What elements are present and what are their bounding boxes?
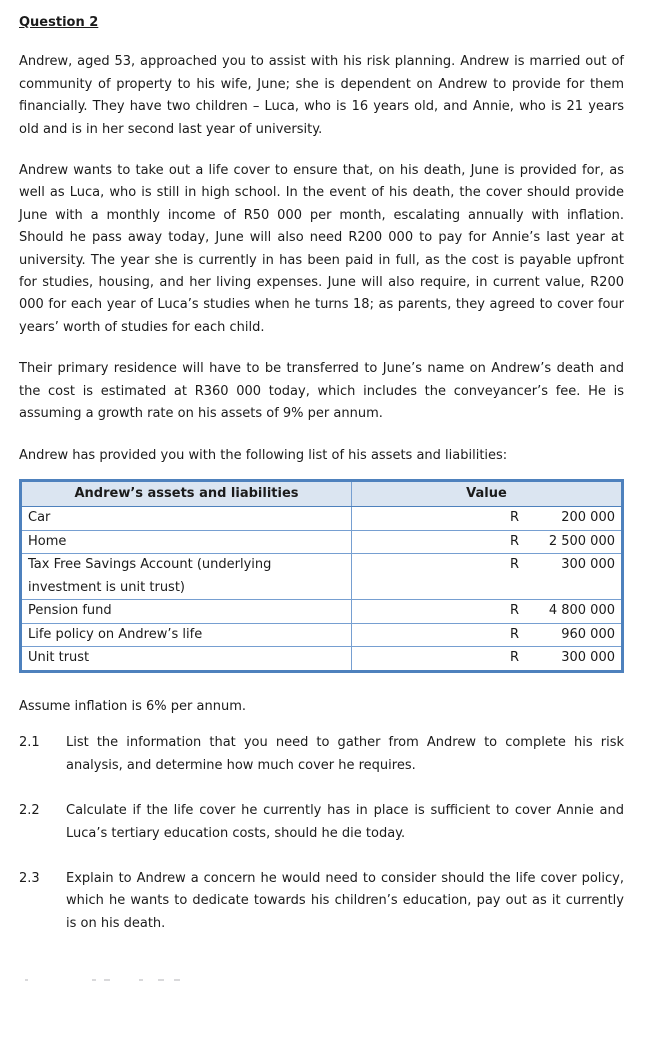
clipped-text-fragment (104, 979, 110, 981)
paragraph-cover-requirements: Andrew wants to take out a life cover to ensure that, on his death, June is provided for, as well as Luca, who is still in high school. In the event of his death, the cover should provide June with a monthly income of R50 000 per month, escalating annually with inflation. Should he pass away today, June will also need R200 000 to pay for Annie’s last year at university. The year she is currently in has been paid in full, as the cost is payable upfront for studies, housing, and her living expenses. June will also require, in current value, R200 000 for each year of Luca’s studies when he turns 18; as parents, they agreed to cover four years’ worth of studies for each child. (19, 163, 624, 335)
asset-value (352, 600, 623, 624)
clipped-text-fragment (92, 979, 96, 981)
asset-name: Home (21, 530, 352, 554)
currency-symbol: R (509, 603, 519, 619)
amount: 4 800 000 (548, 603, 615, 619)
assets-liabilities-table (19, 479, 624, 673)
table-row-life-policy (21, 623, 623, 647)
paragraph-residence: Their primary residence will have to be transferred to June’s name on Andrew’s death and the cost is estimated at R360 000 today, which includes the conveyancer’s fee. He is assuming a growth rate on his assets of 9% per annum. (19, 361, 624, 422)
table-row-unit-trust (21, 647, 623, 672)
asset-name: Car (21, 507, 352, 531)
question-text: Explain to Andrew a concern he would need to consider should the life cover policy, which he wants to dedicate towards his children’s education, pay out as it currently is on his death. (66, 870, 624, 931)
asset-name: Pension fund (21, 600, 352, 624)
clipped-text-fragment (139, 979, 143, 981)
asset-value (352, 530, 623, 554)
clipped-text-fragment (174, 979, 180, 981)
table-row-home (21, 530, 623, 554)
amount: 2 500 000 (548, 533, 615, 549)
clipped-text-fragment (25, 979, 28, 981)
column-header-value: Value (352, 480, 623, 507)
amount: 300 000 (561, 650, 615, 666)
currency-symbol: R (509, 557, 519, 573)
currency-symbol: R (509, 650, 519, 666)
question-number: 2.1 (19, 735, 40, 751)
question-2-1 (19, 732, 624, 777)
amount: 300 000 (561, 557, 615, 573)
question-text: List the information that you need to gather from Andrew to complete his risk analysis, and determine how much cover he requires. (66, 735, 624, 773)
question-2-2 (19, 800, 624, 845)
asset-value (352, 554, 623, 600)
question-number: 2.2 (19, 803, 40, 819)
asset-name: Life policy on Andrew’s life (21, 623, 352, 647)
asset-value (352, 507, 623, 531)
asset-value (352, 647, 623, 672)
table-header-row (21, 480, 623, 507)
currency-symbol: R (509, 510, 519, 526)
currency-symbol: R (509, 626, 519, 642)
question-number: 2.3 (19, 870, 40, 886)
asset-name: Unit trust (21, 647, 352, 672)
table-row-tfsa (21, 554, 623, 600)
amount: 960 000 (561, 626, 615, 642)
table-row-car (21, 507, 623, 531)
asset-value (352, 623, 623, 647)
paragraph-intro: Andrew, aged 53, approached you to assist with his risk planning. Andrew is married out of community of property to his wife, June; she is dependent on Andrew to provide for them financially. They have two children – Luca, who is 16 years old, and Annie, who is 21 years old and is in her second last year of university. (19, 54, 624, 137)
inflation-assumption-note: Assume inflation is 6% per annum. (19, 698, 246, 714)
asset-name: Tax Free Savings Account (underlying investment is unit trust) (21, 554, 352, 600)
table-row-pension-fund (21, 600, 623, 624)
column-header-assets: Andrew’s assets and liabilities (21, 480, 352, 507)
paragraph-list-intro: Andrew has provided you with the following list of his assets and liabilities: (19, 447, 508, 463)
question-text: Calculate if the life cover he currently has in place is sufficient to cover Annie and Luca’s tertiary education costs, should he die today. (66, 803, 624, 841)
amount: 200 000 (561, 510, 615, 526)
clipped-text-fragment (158, 979, 164, 981)
question-2-3 (19, 868, 624, 935)
page-title: Question 2 (19, 15, 99, 30)
currency-symbol: R (509, 533, 519, 549)
